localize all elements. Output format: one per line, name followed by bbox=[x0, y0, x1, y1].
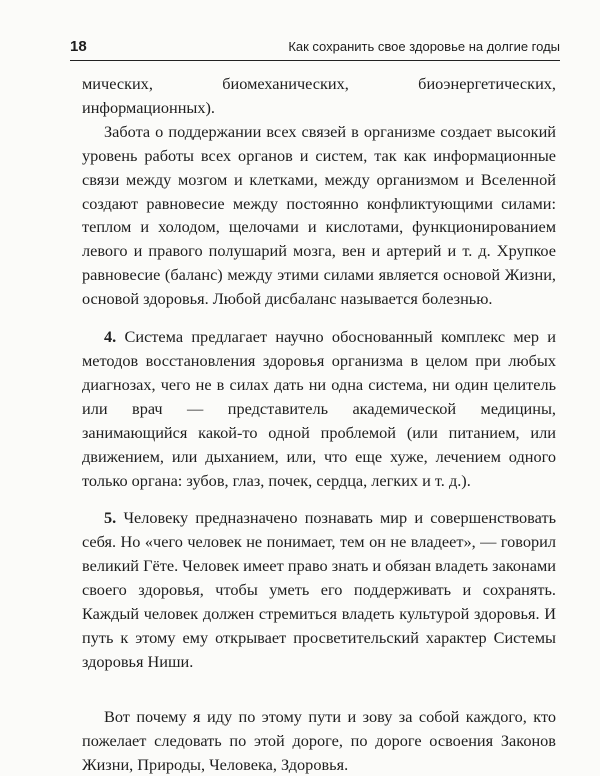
paragraph-text: Забота о поддержании всех связей в организме создает высокий уровень работы всех органов и систем, так как информационные связи между мозгом и клетками, между организмом и Вселенной создают равновесие между постоянно конфликтующими силами: теплом и холодом, щелочами и кислотами, функционированием левого и правого полушарий мозга, вен и артерий и т. д. Хрупкое равновесие (баланс) между этими силами является основой Жизни, основой здоровья. Любой дисбаланс называется болезнью. bbox=[82, 121, 556, 309]
numbered-point-4 bbox=[82, 325, 556, 492]
body-text bbox=[82, 72, 556, 776]
paragraph-continuation bbox=[82, 72, 556, 120]
numbered-point-5 bbox=[82, 506, 556, 673]
paragraph-text: Вот почему я иду по этому пути и зову за собой каждого, кто пожелает следовать по этой дороге, по дороге освоения Законов Жизни, Природы, Человека, Здоровья. bbox=[82, 706, 556, 774]
point-number: 5. bbox=[104, 508, 117, 528]
paragraph-text: мических, биомеханических, биоэнергетических, информационных). bbox=[82, 74, 556, 117]
paragraph-text: Система предлагает научно обоснованный комплекс мер и методов восстановления здоровья организма в целом при любых диагнозах, чего не в силах дать ни одна система, ни один целитель или врач — представитель академической медицины, занимающийся какой-то одной проблемой (или питанием, или движением, или дыханием, или, что еще хуже, лечением одного только органа: зубов, глаз, почек, сердца, легких и т. д.). bbox=[82, 327, 556, 490]
header-rule bbox=[70, 60, 560, 61]
page-number: 18 bbox=[70, 38, 87, 55]
point-number: 4. bbox=[104, 327, 117, 347]
paragraph-text: Человеку предназначено познавать мир и совершенствовать себя. Но «чего человек не понимает, тем он не владеет», — говорил великий Гёте. Человек имеет право знать и обязан владеть законами своего здоровья, чтобы уметь его поддерживать и сохранять. Каждый человек должен стремиться владеть культурой здоровья. И путь к этому ему открывает просветительский характер Системы здоровья Ниши. bbox=[82, 508, 556, 671]
paragraph-balance bbox=[82, 120, 556, 311]
running-title: Как сохранить свое здоровье на долгие годы bbox=[288, 39, 560, 54]
closing-paragraph bbox=[82, 705, 556, 776]
